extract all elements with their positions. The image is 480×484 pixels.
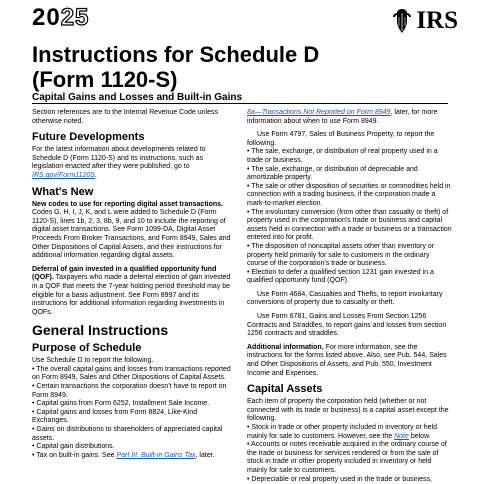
additional-info-paragraph: [247, 344, 452, 378]
header-divider: [32, 103, 448, 104]
title-line-2: (Form 1120-S): [32, 67, 178, 92]
future-text: For the latest information about developments related to Schedule D (Form 1120-S) and its instructions, such as legislation enacted after they were published, go to: [32, 146, 206, 171]
purpose-bullet: • Capital gain distributions.: [32, 443, 115, 451]
form6781-paragraph: Use Form 6781, Gains and Losses From Section 1256 Contracts and Straddles, to report gains and losses from section 1256 contracts and straddles.: [247, 313, 447, 338]
inventory-text: • Stock in trade or other property included in inventory or held mainly for sale to customers. However, see the: [247, 424, 437, 440]
title-line-1: Instructions for Schedule D: [32, 42, 320, 67]
purpose-intro: Use Schedule D to report the following.: [32, 357, 154, 365]
form1120s-link[interactable]: IRS.gov/Form1120S: [32, 171, 95, 179]
form4797-bullet: • The involuntary conversion (from other than casualty or theft) of property used in the corporation's trade or business and capital assets held in connection with a trade or business or a transaction entered into for profit.: [247, 208, 452, 242]
irs-logo: [391, 6, 458, 36]
future-developments-heading: Future Developments: [32, 131, 145, 144]
purpose-bullet: • The overall capital gains and losses from transactions reported on Form 8949, Sales and Other Dispositions of Capital Assets.: [32, 365, 231, 382]
general-instructions-heading: General Instructions: [32, 322, 169, 339]
additional-info-lead: Additional information.: [247, 343, 324, 351]
purpose-bullet: • Capital gains and losses from Form 8824, Like-Kind Exchanges.: [32, 408, 198, 425]
qof-paragraph: [32, 266, 235, 318]
form4797-bullet: • The sale, exchange, or distribution of depreciable and amortizable property.: [247, 165, 418, 182]
inventory-end: below.: [410, 432, 431, 440]
line8a-text: , later, for more information about when to use Form 8949.: [247, 109, 438, 125]
form4684-paragraph: Use Form 4684, Casualties and Thefts, to report involuntary conversions of property due to casualty or theft.: [247, 290, 443, 307]
digital-asset-text: Codes G, H, I, J, K, and L were added to Schedule D (Form 1120-S), lines 1b, 2, 3, 8b, 9, and 10 to include the reporting of digital asset transactions. See Form 1099-DA, Digital Asset Proceeds From Broker Transactions, and Form 8949, Sales and Other Dispositions of Capital Assets, and their instructions for additional information regarding digital assets.: [32, 209, 231, 260]
additional-info-text: For more information, see the instructions for the forms listed above. Also, see Pub. 544, Sales and Other Dispositions of Assets, and Pub. 550, Investment Income and Expenses.: [247, 343, 447, 377]
purpose-bullet: • Certain transactions the corporation doesn't have to report on Form 8949.: [32, 383, 227, 399]
line8a-link[interactable]: 8a—Transactions Not Reported on Form 8949: [247, 109, 391, 116]
capital-assets-heading: Capital Assets: [247, 383, 323, 396]
left-column: [32, 109, 235, 460]
intro-text: Section references are to the Internal Revenue Code unless otherwise noted.: [32, 109, 219, 125]
purpose-bullet-builtin: [32, 452, 235, 461]
builtin-end: , later.: [195, 451, 215, 459]
page-title: [32, 42, 452, 92]
form4797-bullet: • Election to defer a qualified section 1231 gain invested in a qualified opportunity fund (QOF).: [247, 268, 434, 285]
purpose-bullet: • Capital gains from Form 6252, Installment Sale Income.: [32, 400, 210, 408]
right-column: [247, 109, 452, 484]
digital-asset-lead: New codes to use for reporting digital asset transactions.: [32, 200, 223, 208]
note-link[interactable]: Note: [394, 432, 409, 440]
form8949-paragraph: [247, 109, 452, 126]
digital-asset-paragraph: [32, 201, 235, 261]
form4797-intro: Use Form 4797, Sales of Business Property, to report the following.: [247, 131, 435, 147]
future-developments-paragraph: [32, 146, 235, 180]
tax-year: [32, 6, 89, 30]
page-subtitle: Capital Gains and Losses and Built-in Gains: [32, 92, 243, 103]
form4797-bullet: • The sale or other disposition of securities or commodities held in connection with a trading business, if the corporation made a mark-to-market election.: [247, 182, 451, 207]
year-solid-digits: 20: [32, 4, 61, 31]
qof-text: Taxpayers who made a deferral election of gain invested in a QOF that meets the 7-year holding period threshold may be eligible for a basis adjustment. See Form 8997 and its instructions for additional information regarding investments in QOFs.: [32, 274, 231, 316]
builtin-gains-link[interactable]: Part III. Built-in Gains Tax: [116, 451, 196, 459]
year-outline-digits: 25: [60, 4, 90, 31]
qof-lead: Deferral of gain invested in a qualified opportunity fund (QOF).: [32, 265, 217, 282]
builtin-start: • Tax on built-in gains. See: [32, 451, 115, 459]
logo-text: IRS: [416, 7, 458, 34]
whats-new-heading: What's New: [32, 185, 94, 198]
capital-bullet: • Accounts or notes receivable acquired in the ordinary course of the trade or business for services rendered or from the sale of stock in trade or other property included in inventory or held mainly for sale to customers.: [247, 441, 447, 474]
capital-bullet: • Depreciable or real property used in the trade or business,: [247, 475, 432, 483]
eagle-icon: [391, 7, 413, 35]
purpose-heading: Purpose of Schedule: [32, 342, 142, 355]
form4797-bullet: • The disposition of noncapital assets other than inventory or property held primarily for sale to customers in the ordinary course of the corporation's trade or business.: [247, 242, 435, 268]
capital-assets-intro: Each item of property the corporation held (whether or not connected with its trade or business) is a capital asset except the following.: [247, 398, 449, 423]
capital-bullet-inventory: [247, 424, 452, 441]
future-end: .: [94, 171, 97, 179]
purpose-bullet: • Gains on distributions to shareholders of appreciated capital assets.: [32, 426, 223, 442]
form4797-bullet: • The sale, exchange, or distribution of real property used in a trade or business.: [247, 148, 438, 164]
